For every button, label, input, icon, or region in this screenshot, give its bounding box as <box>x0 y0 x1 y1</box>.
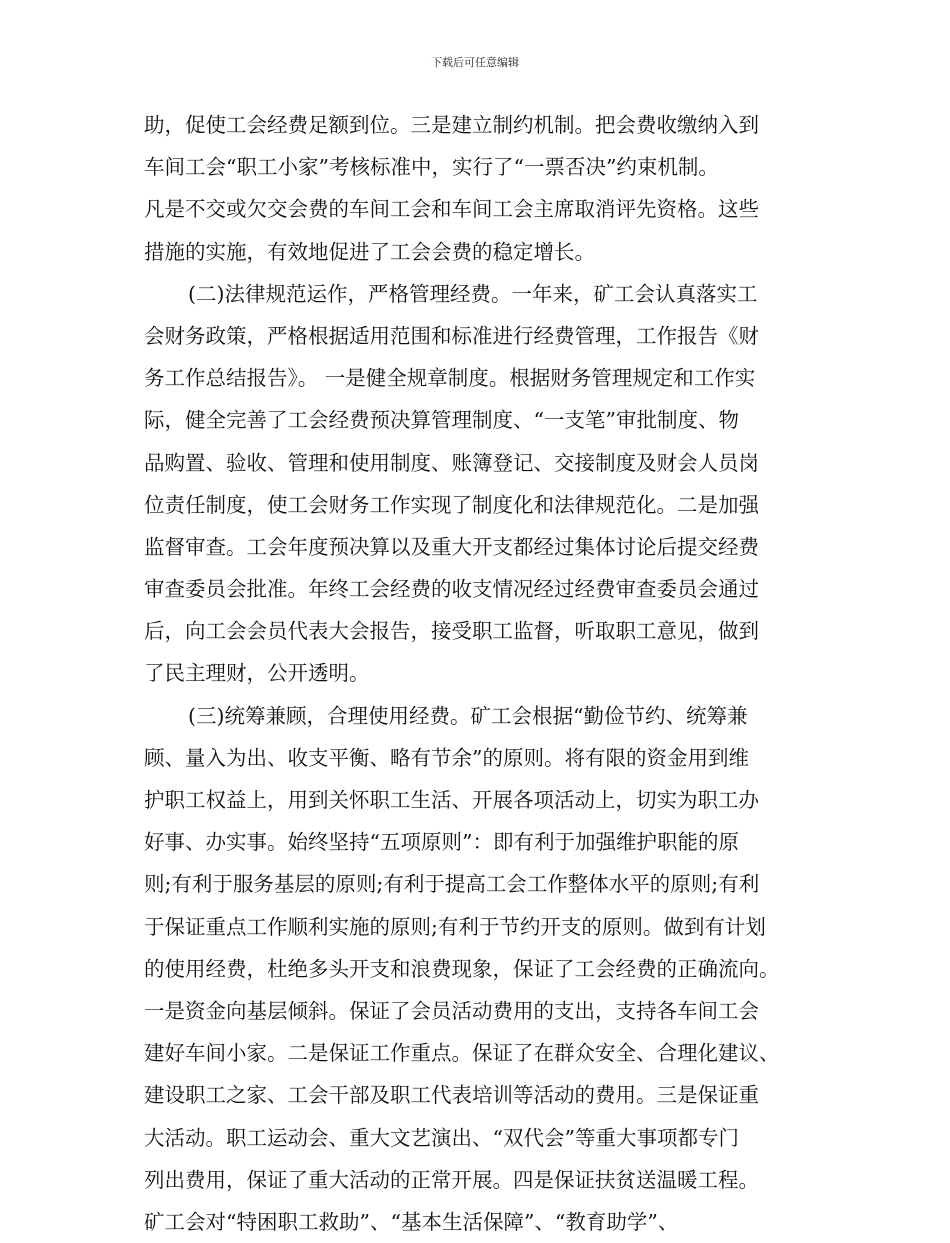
text-line: 际，健全完善了工会经费预决算管理制度、“一支笔”审批制度、物 <box>144 408 739 433</box>
paragraph-start-line: (二)法律规范运作，严格管理经费。一年来，矿工会认真落实工 <box>188 281 758 306</box>
text-line: 好事、办实事。始终坚持“五项原则”：即有利于加强维护职能的原 <box>144 830 739 855</box>
text-line: 车间工会“职工小家”考核标准中，实行了“一票否决”约束机制。 <box>144 155 719 180</box>
text-line: 的使用经费，杜绝多头开支和浪费现象，保证了工会经费的正确流向。 <box>144 956 780 981</box>
text-line: 顾、量入为出、收支平衡、略有节余”的原则。将有限的资金用到维 <box>144 745 749 770</box>
text-line: 监督审查。工会年度预决算以及重大开支都经过集体讨论后提交经费 <box>144 534 759 559</box>
text-line: 凡是不交或欠交会费的车间工会和车间工会主席取消评先资格。这些 <box>144 197 759 222</box>
text-line: 审查委员会批准。年终工会经费的收支情况经过经费审查委员会通过 <box>144 577 759 602</box>
text-line: 位责任制度，使工会财务工作实现了制度化和法律规范化。二是加强 <box>144 492 759 517</box>
text-line: 于保证重点工作顺利实施的原则;有利于节约开支的原则。做到有计划 <box>144 914 766 939</box>
text-line: 品购置、验收、管理和使用制度、账簿登记、交接制度及财会人员岗 <box>144 450 759 475</box>
text-line: 助，促使工会经费足额到位。三是建立制约机制。把会费收缴纳入到 <box>144 113 759 137</box>
text-line: 措施的实施，有效地促进了工会会费的稳定增长。 <box>144 239 595 264</box>
text-line: 务工作总结报告》。 一是健全规章制度。根据财务管理规定和工作实 <box>144 366 756 391</box>
text-line: 会财务政策，严格根据适用范围和标准进行经费管理，工作报告《财 <box>144 323 759 348</box>
text-line: 大活动。职工运动会、重大文艺演出、“双代会”等重大事项都专门 <box>144 1125 739 1150</box>
text-line: 后，向工会会员代表大会报告，接受职工监督，听取职工意见，做到 <box>144 619 759 644</box>
text-line: 建好车间小家。二是保证工作重点。保证了在群众安全、合理化建议、 <box>144 1041 780 1066</box>
paragraph-start-line: (三)统筹兼顾，合理使用经费。矿工会根据“勤俭节约、统筹兼 <box>188 703 748 728</box>
document-body <box>144 104 804 1243</box>
text-line: 列出费用，保证了重大活动的正常开展。四是保证扶贫送温暖工程。 <box>144 1167 759 1192</box>
text-line: 护职工权益上，用到关怀职工生活、开展各项活动上，切实为职工办 <box>144 788 759 812</box>
text-line: 则;有利于服务基层的原则;有利于提高工会工作整体水平的原则;有利 <box>144 872 760 897</box>
text-line: 了民主理财，公开透明。 <box>144 661 370 686</box>
text-line: 一是资金向基层倾斜。保证了会员活动费用的支出，支持各车间工会 <box>144 998 759 1023</box>
text-line: 建设职工之家、工会干部及职工代表培训等活动的费用。三是保证重 <box>144 1083 759 1108</box>
page-header: 下载后可任意编辑 <box>431 56 519 69</box>
text-line: 矿工会对“特困职工救助”、“基本生活保障”、“教育助学”、 <box>144 1209 679 1234</box>
